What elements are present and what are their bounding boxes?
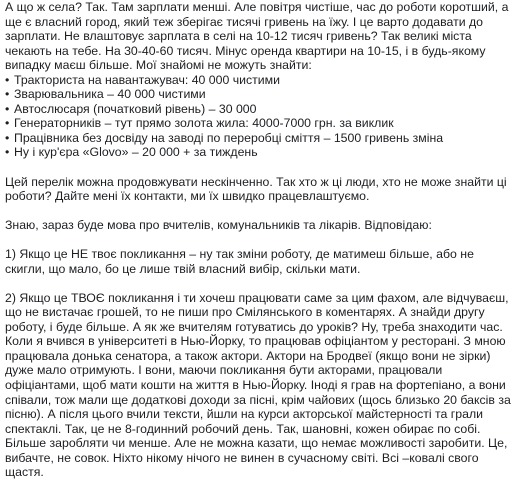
intro-paragraph: А що ж села? Так. Там зарплати менші. Але повітря чистіше, час до роботи коротший, а ще є власний город, який теж зберігає тисячі гривень на їжу. І це варто додавати до зарплати. Не влаштовує зарплата в селі на 10-12 тисяч гривень? Так великі міста чекають на тебе. На 30-40-60 тисяч. Мінус оренда квартири на 10-15, і в будь-якому випадку маєш більше. Мої знайомі не можуть знайти: — [5, 0, 509, 73]
bullet-icon: • — [5, 72, 10, 87]
bullet-icon: • — [5, 145, 10, 160]
list-item: • Тракториста на навантажувач: 40 000 чистими — [5, 72, 280, 87]
list-item: • Зварювальника – 40 000 чистими — [5, 87, 206, 102]
bullet-icon: • — [5, 87, 10, 102]
list-item: • Ну і кур'єра «Glovo» – 20 000 + за тиждень — [5, 145, 258, 160]
bullet-icon: • — [5, 130, 10, 145]
jobs-list — [5, 73, 513, 160]
point-one-paragraph: 1) Якщо це НЕ твоє покликання – ну так зміни роботу, де матимеш більше, або не скигли, що мало, бо це лише твій власний вибір, скільки мати. — [5, 247, 474, 276]
bullet-icon: • — [5, 116, 10, 131]
list-item: • Автослюсаря (початковий рівень) – 30 000 — [5, 101, 257, 116]
list-item: • Генераторників – тут прямо золота жила: 4000-7000 грн. за виклик — [5, 116, 394, 131]
point-two-paragraph: 2) Якщо це ТВОЄ покликання і ти хочеш працювати саме за цим фахом, але відчуваєш, що не вистачає грошей, то не пиши про Смілянського в коментарях. А знайди другу роботу, і буде більше. А як же вчителям готуватись до уроків? Ну, треба знаходити час. Коли я вчився в університеті в Нью-Йорку, то працював офіціантом у ресторані. З мною працювала донька сенатора, а також актори. Актори на Бродвеї (якщо вони не зірки) дуже мало отримують. І вони, маючи покликання бути акторами, працювали офіціантами, щоб мати кошти на життя в Нью-Йорку. Іноді я грав на фортепіано, а вони співали, тож мали ще додаткові доходи за пісні, крім чайових (щось близько 20 баксів за пісню). А після цього вчили тексти, йшли на курси акторської майстерності та грали спектаклі. Так, це не 8-годинний робочий день. Так, шановні, кожен обирає по собі. Більше заробляти чи менше. Але не можна казати, що немає можливості заробити. Це, вибачте, не совок. Ніхто нікому нічого не винен в сучасному світі. Всі –ковалі свого щастя. — [5, 290, 511, 480]
list-item: • Працівника без досвіду на заводі по переробці сміття – 1500 гривень зміна — [5, 130, 444, 145]
bullet-icon: • — [5, 101, 10, 116]
teachers-paragraph: Знаю, зараз буде мова про вчителів, комунальників та лікарів. Відповідаю: — [5, 218, 432, 233]
list-end-paragraph: Цей перелік можна продовжувати нескінченно. Так хто ж ці люди, хто не може знайти ці роботи? Дайте мені їх контакти, ми їх швидко працевлаштуємо. — [5, 174, 507, 204]
